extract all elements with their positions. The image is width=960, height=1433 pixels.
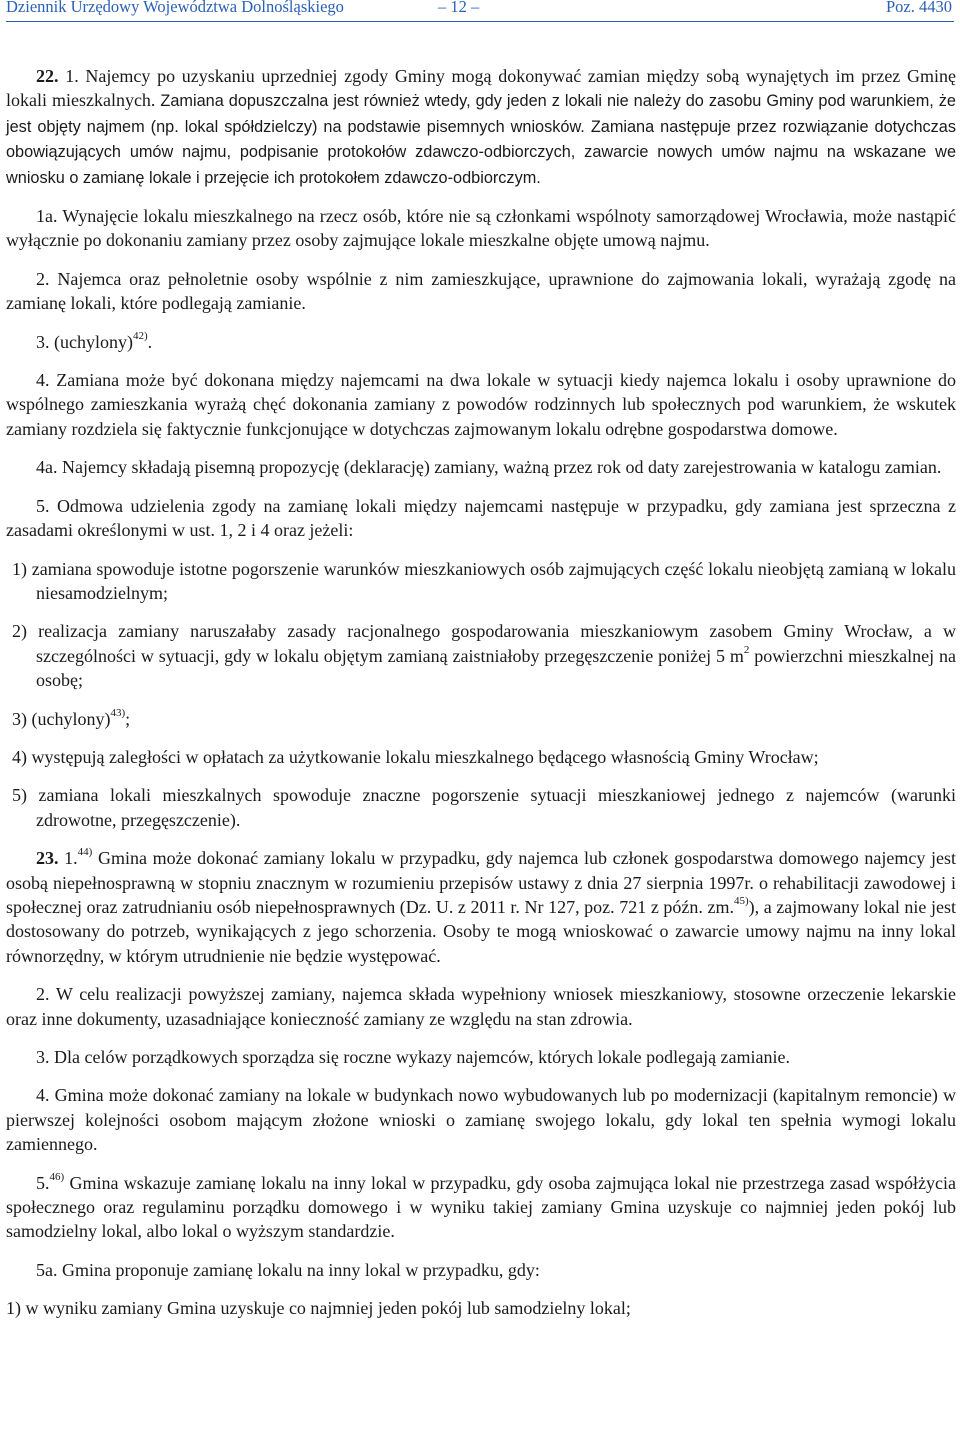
section-number: 23. <box>36 848 59 869</box>
paragraph-23-2: 2. W celu realizacji powyższej zamiany, najemca składa wypełniony wniosek mieszkaniowy, stosowne orzeczenie lekarskie oraz inne dokumenty, uzasadniające konieczność zamiany ze względu na stan zdrowia. <box>6 984 956 1029</box>
paragraph-3: 3. (uchylony)$^{42)}$. <box>36 329 153 352</box>
list-item-5-3: 3) (uchylony)$^{43)}$; <box>12 706 131 729</box>
paragraph-4: 4. Zamiana może być dokonana między najemcami na dwa lokale w sytuacji kiedy najemca lokalu i osoby uprawnione do wspólnego zamieszkania wyrażą chęć dokonania zamiany z powodów rodzinnych lub społecznych pod warunkiem, że wskutek zamiany rozdziela się faktycznie funkcjonujące w dotychczas zajmowanym lokalu odrębne gospodarstwa domowe. <box>6 370 956 439</box>
journal-title: Dziennik Urzędowy Województwa Dolnośląskiego <box>6 0 344 16</box>
paragraph-4a: 4a. Najemcy składają pisemną propozycję (deklarację) zamiany, ważną przez rok od daty zarejestrowania w katalogu zamian. <box>36 457 942 478</box>
subsection-number: 1. <box>65 66 79 86</box>
page-number: – 12 – <box>438 0 480 16</box>
list-item-5-4: 4) występują zaległości w opłatach za użytkowanie lokalu mieszkalnego będącego własnością Gminy Wrocław; <box>12 746 819 767</box>
footnote-ref: 46) <box>49 1170 65 1183</box>
header-divider <box>6 21 954 22</box>
paragraph-23-1: 23. 1.$^{44)}$ Gmina może dokonać zamiany lokalu w przypadku, gdy najemca lub członek gospodarstwa domowego najemcy jest osobą niepełnosprawną w stopniu znacznym w rozumieniu przepisów ustawy z dnia 27 sierpnia 1997r. o rehabilitacji zawodowej i społecznej oraz zatrudnianiu osób niepełnosprawnych (Dz. U. z 2011 r. Nr 127, poz. 721 z późn. zm.$^{45)}$), a zajmowany lokal nie jest dostosowany do potrzeb, wynikających z jego schorzenia. Osoby te mogą wnioskować o zawarcie umowy najmu na inny lokal równorzędny, w którym utrudnienie nie będzie występować. <box>6 846 957 966</box>
paragraph-1a: 1a. Wynajęcie lokalu mieszkalnego na rzecz osób, które nie są członkami wspólnoty samorządowej Wrocławia, może nastąpić wyłącznie po dokonaniu zamiany przez osoby zajmujące lokale mieszkalne objęte umową najmu. <box>6 206 956 251</box>
paragraph-23-4: 4. Gmina może dokonać zamiany na lokale w budynkach nowo wybudowanych lub po modernizacji (kapitalnym remoncie) w pierwszej kolejności osobom mającym złożone wnioski o zamianę swojego lokalu, gdy lokal ten spełnia wymogi lokalu zamiennego. <box>6 1085 956 1155</box>
position-number: Poz. 4430 <box>886 0 952 16</box>
list-item-5-1: 1) zamiana spowoduje istotne pogorszenie warunków mieszkaniowych osób zajmujących część lokalu nieobjętą zamianą w lokalu niesamodzielnym; <box>12 558 956 603</box>
paragraph-22-1: 22. 1. Najemcy po uzyskaniu uprzedniej zgody Gminy mogą dokonywać zamian między sobą wynajętych im przez Gminę lokali mieszkalnych. Zamiana dopuszczalna jest również wtedy, gdy jeden z lokali nie należy do zasobu Gminy pod warunkiem, że jest objęty najmem (np. lokal spółdzielczy) na podstawie pisemnych wniosków. Zamiana następuje przez rozwiązanie dotychczas obowiązujących umów najmu, podpisanie protokołów zdawczo-odbiorczych, zawarcie nowych umów najmu na wskazane we wniosku o zamianę lokale i przejęcie ich protokołem zdawczo-odbiorczym. <box>6 66 956 187</box>
list-item-5a-1: 1) w wyniku zamiany Gmina uzyskuje co najmniej jeden pokój lub samodzielny lokal; <box>6 1298 631 1319</box>
paragraph-22-1-continuation: Zamiana dopuszczalna jest również wtedy, gdy jeden z lokali nie należy do zasobu Gminy pod warunkiem, że jest objęty najmem (np. lokal spółdzielczy) na podstawie pisemnych wniosków. Zamiana następuje przez rozwiązanie dotychczas obowiązujących umów najmu, podpisanie protokołów zdawczo-odbiorczych, zawarcie nowych umów najmu na wskazane we wniosku o zamianę lokale i przejęcie ich protokołem zdawczo-odbiorczym. <box>6 92 956 187</box>
footnote-ref: 42) <box>132 329 148 342</box>
paragraph-2: 2. Najemca oraz pełnoletnie osoby wspólnie z nim zamieszkujące, uprawnione do zajmowania lokali, wyrażają zgodę na zamianę lokali, które podlegają zamianie. <box>6 268 956 314</box>
paragraph-5: 5. Odmowa udzielenia zgody na zamianę lokali między najemcami następuje w przypadku, gdy zamiana jest sprzeczna z zasadami określonymi w ust. 1, 2 i 4 oraz jeżeli: <box>6 495 956 541</box>
footnote-ref: 44) <box>77 846 93 859</box>
superscript: 2 <box>743 643 750 656</box>
section-number: 22. <box>36 66 59 86</box>
paragraph-23-5a: 5a. Gmina proponuje zamianę lokalu na inny lokal w przypadku, gdy: <box>36 1259 540 1280</box>
footnote-ref: 45) <box>733 894 749 907</box>
page-header <box>6 0 954 22</box>
document-body <box>6 64 956 1321</box>
paragraph-23-3: 3. Dla celów porządkowych sporządza się roczne wykazy najemców, których lokale podlegają zamianie. <box>36 1047 791 1067</box>
paragraph-23-5: 5.$^{46)}$ Gmina wskazuje zamianę lokalu na inny lokal w przypadku, gdy osoba zajmująca lokal nie przestrzega zasad współżycia społecznego oraz regulaminu porządku domowego i w wyniku takiej zamiany Gmina uzyskuje co najmniej jeden pokój lub samodzielny lokal, albo lokal o wyższym standardzie. <box>6 1170 956 1242</box>
footnote-ref: 43) <box>110 706 126 719</box>
list-item-5-2: 2) realizacja zamiany naruszałaby zasady racjonalnego gospodarowania mieszkaniowym zasobem Gminy Wrocław, a w szczególności w sytuacji, gdy w lokalu objętym zamianą zaistniałoby przegęszczenie poniżej 5 $m^2$ powierzchni mieszkalnej na osobę; <box>12 621 957 691</box>
list-item-5-5: 5) zamiana lokali mieszkalnych spowoduje znaczne pogorszenie sytuacji mieszkaniowej jednego z najemców (warunki zdrowotne, przegęszczenie). <box>12 785 956 830</box>
